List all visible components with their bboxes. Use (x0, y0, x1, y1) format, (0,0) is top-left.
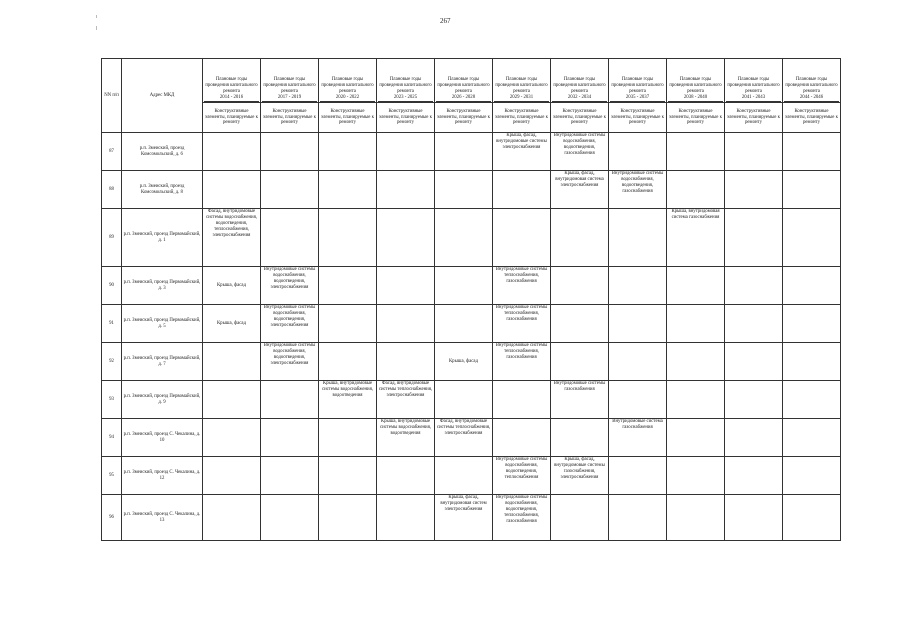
repair-elements-cell (609, 381, 667, 419)
repair-elements-cell (725, 133, 783, 171)
repair-elements-cell (609, 133, 667, 171)
repair-elements-cell (667, 305, 725, 343)
row-address: р.п. Змеиский, проезд Первомайский, д. 9 (122, 381, 203, 419)
planned-years-title: Плановые годы проведения капитального ремонта (379, 77, 432, 95)
repair-elements-cell (377, 171, 435, 209)
header-planned-period (609, 59, 667, 103)
repair-elements-cell (261, 381, 319, 419)
repair-elements-cell: Фасад, внутридомовые системы водоснабжения, водоотведения, теплоснабжения, электроснабжения (203, 209, 261, 267)
planned-years-period: 2032 - 2034 (552, 95, 607, 102)
repair-elements-cell (319, 343, 377, 381)
repair-elements-cell (261, 171, 319, 209)
repair-elements-cell (725, 495, 783, 541)
planned-years-title: Плановые годы проведения капитального ремонта (727, 77, 780, 95)
planned-years-period: 2014 - 2016 (204, 95, 259, 102)
header-planned-period (667, 59, 725, 103)
row-number: 92 (102, 343, 122, 381)
repair-elements-cell: Крыша, фасад, внутридомовая система электроснабжения (551, 171, 609, 209)
repair-elements-cell: Внутридомовые системы водоснабжения, водоотведения, газоснабжения (551, 133, 609, 171)
planned-years-period: 2020 - 2022 (320, 95, 375, 102)
repair-elements-cell (783, 343, 841, 381)
repair-elements-cell (203, 419, 261, 457)
repair-elements-cell (377, 457, 435, 495)
repair-elements-cell (551, 343, 609, 381)
repair-elements-cell (319, 133, 377, 171)
margin-mark (96, 15, 97, 18)
header-planned-period (493, 59, 551, 103)
repair-elements-cell (551, 495, 609, 541)
repair-elements-cell (725, 457, 783, 495)
planned-years-title: Плановые годы проведения капитального ремонта (321, 77, 374, 95)
repair-elements-cell (551, 267, 609, 305)
row-number: 88 (102, 171, 122, 209)
repair-elements-cell: Внутридомовые системы водоснабжения, водоотведения, газоснабжения (609, 171, 667, 209)
repair-elements-cell (435, 171, 493, 209)
repair-elements-cell (783, 457, 841, 495)
planned-years-title: Плановые годы проведения капитального ремонта (495, 77, 548, 95)
planned-years-period: 2017 - 2019 (262, 95, 317, 102)
header-elements: Конструктивные элементы, планируемые к ремонту (551, 103, 609, 133)
repair-elements-cell: Крыша, фасад, внутридомовые системы электроснабжения (493, 133, 551, 171)
repair-elements-cell (203, 495, 261, 541)
header-elements: Конструктивные элементы, планируемые к ремонту (609, 103, 667, 133)
repair-elements-cell (435, 381, 493, 419)
repair-schedule-table (101, 58, 841, 541)
repair-elements-cell (609, 305, 667, 343)
repair-elements-cell (261, 457, 319, 495)
repair-elements-cell (435, 267, 493, 305)
repair-elements-cell (377, 495, 435, 541)
repair-elements-cell (783, 171, 841, 209)
row-number: 93 (102, 381, 122, 419)
repair-elements-cell: Внутридомовые системы водоснабжения, водоотведения, электроснабжения (261, 343, 319, 381)
page-number: 267 (440, 17, 451, 25)
repair-elements-cell (319, 305, 377, 343)
repair-elements-cell (261, 495, 319, 541)
repair-elements-cell (377, 209, 435, 267)
table-row (102, 267, 841, 305)
repair-elements-cell (551, 305, 609, 343)
repair-elements-cell (609, 457, 667, 495)
header-elements: Конструктивные элементы, планируемые к ремонту (203, 103, 261, 133)
repair-elements-cell (609, 267, 667, 305)
header-elements: Конструктивные элементы, планируемые к ремонту (319, 103, 377, 133)
repair-elements-cell (261, 209, 319, 267)
repair-elements-cell (551, 419, 609, 457)
planned-years-title: Плановые годы проведения капитального ремонта (553, 77, 606, 95)
repair-elements-cell (377, 305, 435, 343)
planned-years-period: 2029 - 2031 (494, 95, 549, 102)
header-planned-period (203, 59, 261, 103)
repair-elements-cell (261, 133, 319, 171)
repair-elements-cell (435, 133, 493, 171)
repair-elements-cell: Фасад, внутридомовые системы теплоснабжения, электроснабжения (377, 381, 435, 419)
repair-elements-cell (493, 419, 551, 457)
repair-elements-cell (319, 457, 377, 495)
planned-years-period: 2041 - 2043 (726, 95, 781, 102)
row-number: 95 (102, 457, 122, 495)
repair-elements-cell (203, 133, 261, 171)
row-address: р.п. Змеиский, проезд Первомайский, д. 7 (122, 343, 203, 381)
repair-elements-cell (319, 209, 377, 267)
repair-elements-cell (319, 495, 377, 541)
table-row (102, 133, 841, 171)
header-planned-period (725, 59, 783, 103)
header-planned-period (319, 59, 377, 103)
header-address: Адрес МКД (122, 59, 203, 133)
repair-elements-cell (609, 495, 667, 541)
repair-elements-cell: Внутридомовые системы теплоснабжения, газоснабжения (493, 305, 551, 343)
header-planned-period (783, 59, 841, 103)
repair-elements-cell: Внутридомовые системы водоснабжения, водоотведения, теплоснабжения, газоснабжения (493, 495, 551, 541)
table-row (102, 495, 841, 541)
repair-elements-cell (377, 133, 435, 171)
repair-elements-cell (203, 457, 261, 495)
repair-elements-cell (725, 381, 783, 419)
repair-elements-cell (667, 419, 725, 457)
row-address: р.п. Змеиский, проезд Комсомольский, д. 8 (122, 171, 203, 209)
row-number: 89 (102, 209, 122, 267)
repair-elements-cell (609, 209, 667, 267)
table-row (102, 419, 841, 457)
repair-elements-cell (667, 267, 725, 305)
repair-elements-cell: Крыша, фасад, внутридомовая систем электроснабжения (435, 495, 493, 541)
header-elements: Конструктивные элементы, планируемые к ремонту (783, 103, 841, 133)
row-address: р.п. Змеиский, проезд С. Чекалина, д. 10 (122, 419, 203, 457)
repair-elements-cell (609, 343, 667, 381)
margin-mark (96, 26, 97, 30)
repair-elements-cell (783, 267, 841, 305)
header-planned-period (435, 59, 493, 103)
table-row (102, 457, 841, 495)
repair-elements-cell (725, 343, 783, 381)
repair-elements-cell (667, 457, 725, 495)
header-elements: Конструктивные элементы, планируемые к ремонту (261, 103, 319, 133)
table-row (102, 343, 841, 381)
repair-elements-cell (203, 381, 261, 419)
repair-elements-cell (783, 209, 841, 267)
repair-elements-cell: Внутридомовые системы водоснабжения, водоотведения, теплоснабжения (493, 457, 551, 495)
row-number: 96 (102, 495, 122, 541)
repair-elements-cell (783, 381, 841, 419)
repair-elements-cell: Крыша, фасад (203, 267, 261, 305)
repair-elements-cell (319, 419, 377, 457)
repair-elements-cell: Внутридомовые системы водоснабжения, водоотведения, электроснабжения (261, 305, 319, 343)
table-row (102, 209, 841, 267)
row-address: р.п. Змеиский, проезд Первомайский, д. 5 (122, 305, 203, 343)
repair-elements-cell (493, 381, 551, 419)
repair-elements-cell: Внутридомовые системы водоснабжения, водоотведения, электроснабжения (261, 267, 319, 305)
repair-elements-cell (783, 419, 841, 457)
header-elements: Конструктивные элементы, планируемые к ремонту (377, 103, 435, 133)
repair-elements-cell (435, 305, 493, 343)
planned-years-title: Плановые годы проведения капитального ремонта (611, 77, 664, 95)
row-address: р.п. Змеиский, проезд С. Чекалина, д. 12 (122, 457, 203, 495)
planned-years-period: 2035 - 2037 (610, 95, 665, 102)
row-number: 87 (102, 133, 122, 171)
header-elements: Конструктивные элементы, планируемые к ремонту (435, 103, 493, 133)
repair-elements-cell (319, 267, 377, 305)
repair-elements-cell (725, 209, 783, 267)
repair-elements-cell (667, 343, 725, 381)
planned-years-period: 2038 - 2040 (668, 95, 723, 102)
repair-elements-cell (377, 343, 435, 381)
repair-elements-cell: Крыша, внутридомовые системы водоснабжения, водоотведения (319, 381, 377, 419)
repair-elements-cell (435, 457, 493, 495)
row-number: 91 (102, 305, 122, 343)
planned-years-title: Плановые годы проведения капитального ремонта (437, 77, 490, 95)
repair-elements-cell (783, 305, 841, 343)
repair-elements-cell (261, 419, 319, 457)
row-address: р.п. Змеиский, проезд С. Чекалина, д. 13 (122, 495, 203, 541)
repair-elements-cell (667, 133, 725, 171)
repair-elements-cell (435, 209, 493, 267)
planned-years-title: Плановые годы проведения капитального ремонта (669, 77, 722, 95)
planned-years-period: 2026 - 2028 (436, 95, 491, 102)
repair-elements-cell (783, 133, 841, 171)
planned-years-period: 2023 - 2025 (378, 95, 433, 102)
repair-elements-cell (377, 267, 435, 305)
repair-elements-cell: Внутридомовые системы теплоснабжения, газоснабжения (493, 343, 551, 381)
planned-years-title: Плановые годы проведения капитального ремонта (785, 77, 838, 95)
repair-elements-cell (667, 171, 725, 209)
header-elements: Конструктивные элементы, планируемые к ремонту (493, 103, 551, 133)
repair-elements-cell: Крыша, внутридомовая система газоснабжения (667, 209, 725, 267)
row-address: р.п. Змеиский, проезд Комсомольский, д. 6 (122, 133, 203, 171)
row-address: р.п. Змеиский, проезд Первомайский, д. 1 (122, 209, 203, 267)
repair-elements-cell: Внутридомовые системы газоснабжения (551, 381, 609, 419)
planned-years-period: 2044 - 2046 (784, 95, 839, 102)
row-number: 90 (102, 267, 122, 305)
repair-elements-cell: Крыша, фасад (203, 305, 261, 343)
table-row (102, 381, 841, 419)
table-row (102, 305, 841, 343)
repair-elements-cell: Крыша, внутридомовые системы водоснабжения, водоотведения (377, 419, 435, 457)
repair-elements-cell (493, 209, 551, 267)
header-planned-period (551, 59, 609, 103)
header-planned-period (261, 59, 319, 103)
repair-elements-cell (725, 171, 783, 209)
repair-elements-cell (725, 305, 783, 343)
table-row (102, 171, 841, 209)
repair-elements-cell (203, 171, 261, 209)
header-elements: Конструктивные элементы, планируемые к ремонту (725, 103, 783, 133)
planned-years-title: Плановые годы проведения капитального ремонта (205, 77, 258, 95)
repair-elements-cell (667, 381, 725, 419)
repair-elements-cell (667, 495, 725, 541)
repair-elements-cell: Внутридомовые системы теплоснабжения, газоснабжения (493, 267, 551, 305)
planned-years-title: Плановые годы проведения капитального ремонта (263, 77, 316, 95)
header-planned-period (377, 59, 435, 103)
repair-elements-cell (319, 171, 377, 209)
repair-elements-cell (725, 267, 783, 305)
repair-elements-cell: Внутридомовые система газоснабжения (609, 419, 667, 457)
repair-elements-cell (203, 343, 261, 381)
header-elements: Конструктивные элементы, планируемые к ремонту (667, 103, 725, 133)
repair-elements-cell (493, 171, 551, 209)
repair-elements-cell: Крыша, фасад (435, 343, 493, 381)
row-number: 94 (102, 419, 122, 457)
repair-elements-cell (551, 209, 609, 267)
repair-elements-cell (725, 419, 783, 457)
header-nn: NN п/п (102, 59, 122, 133)
row-address: р.п. Змеиский, проезд Первомайский, д. 3 (122, 267, 203, 305)
repair-elements-cell: Фасад, внутридомовые системы теплоснабжения, электроснабжения (435, 419, 493, 457)
repair-elements-cell (783, 495, 841, 541)
repair-elements-cell: Крыша, фасад, внутридомовые системы газоснабжения, электроснабжения (551, 457, 609, 495)
